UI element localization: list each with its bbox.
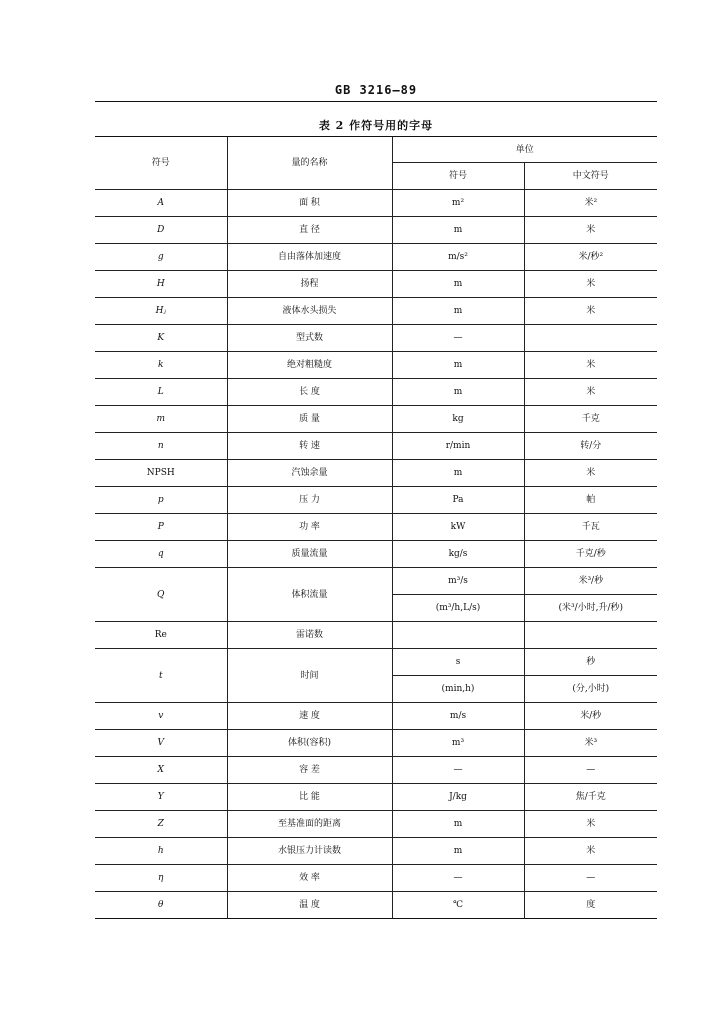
header-rule xyxy=(95,101,657,102)
cell-unit-symbol: — xyxy=(392,757,524,784)
table-row xyxy=(95,325,657,352)
cell-unit-symbol: r/min xyxy=(392,433,524,460)
cell-unit-symbol: m xyxy=(392,838,524,865)
table-row xyxy=(95,487,657,514)
cell-unit-chinese: 米² xyxy=(524,190,657,217)
cell-quantity-name: 压 力 xyxy=(227,487,392,514)
cell-symbol: X xyxy=(95,757,227,784)
cell-quantity-name: 面 积 xyxy=(227,190,392,217)
cell-quantity-name: 时间 xyxy=(227,649,392,703)
table-header-row xyxy=(95,137,657,163)
cell-unit-chinese: 转/分 xyxy=(524,433,657,460)
cell-unit-symbol: m² xyxy=(392,190,524,217)
table-row xyxy=(95,514,657,541)
cell-unit-chinese: 帕 xyxy=(524,487,657,514)
cell-unit-chinese: 米/秒² xyxy=(524,244,657,271)
cell-symbol: A xyxy=(95,190,227,217)
table-row xyxy=(95,649,657,676)
cell-unit-chinese: 米 xyxy=(524,811,657,838)
column-header-unit-chinese: 中文符号 xyxy=(524,163,657,190)
cell-unit-symbol: m xyxy=(392,352,524,379)
cell-unit-chinese: 焦/千克 xyxy=(524,784,657,811)
table-row xyxy=(95,568,657,595)
cell-unit-symbol: kW xyxy=(392,514,524,541)
table-row xyxy=(95,460,657,487)
cell-unit-symbol: kg xyxy=(392,406,524,433)
cell-symbol: P xyxy=(95,514,227,541)
cell-quantity-name: 体积(容积) xyxy=(227,730,392,757)
cell-quantity-name: 比 能 xyxy=(227,784,392,811)
column-header-symbol: 符号 xyxy=(95,137,227,190)
cell-unit-chinese xyxy=(524,622,657,649)
cell-quantity-name: 质量流量 xyxy=(227,541,392,568)
symbol-unit-table xyxy=(95,137,657,919)
cell-symbol: t xyxy=(95,649,227,703)
table-row xyxy=(95,892,657,919)
cell-symbol: L xyxy=(95,379,227,406)
cell-unit-symbol-alt: (min,h) xyxy=(392,676,524,703)
cell-quantity-name: 质 量 xyxy=(227,406,392,433)
table-row xyxy=(95,244,657,271)
cell-symbol: D xyxy=(95,217,227,244)
cell-quantity-name: 容 差 xyxy=(227,757,392,784)
cell-unit-symbol: m xyxy=(392,271,524,298)
table-row xyxy=(95,541,657,568)
cell-unit-chinese: — xyxy=(524,865,657,892)
cell-quantity-name: 长 度 xyxy=(227,379,392,406)
cell-unit-symbol-alt: (m³/h,L/s) xyxy=(392,595,524,622)
cell-unit-chinese: 米 xyxy=(524,217,657,244)
cell-quantity-name: 水银压力计读数 xyxy=(227,838,392,865)
cell-unit-chinese: 千瓦 xyxy=(524,514,657,541)
cell-symbol: k xyxy=(95,352,227,379)
cell-unit-symbol: Pa xyxy=(392,487,524,514)
cell-symbol: Y xyxy=(95,784,227,811)
cell-quantity-name: 自由落体加速度 xyxy=(227,244,392,271)
cell-unit-chinese: 米 xyxy=(524,298,657,325)
table-row xyxy=(95,784,657,811)
cell-unit-symbol: m/s² xyxy=(392,244,524,271)
cell-symbol: Z xyxy=(95,811,227,838)
cell-unit-chinese xyxy=(524,325,657,352)
cell-unit-symbol: m xyxy=(392,217,524,244)
cell-symbol: p xyxy=(95,487,227,514)
cell-unit-symbol: kg/s xyxy=(392,541,524,568)
cell-unit-symbol: s xyxy=(392,649,524,676)
cell-quantity-name: 转 速 xyxy=(227,433,392,460)
cell-quantity-name: 型式数 xyxy=(227,325,392,352)
cell-unit-chinese-alt: (米³/小时,升/秒) xyxy=(524,595,657,622)
cell-symbol: NPSH xyxy=(95,460,227,487)
cell-symbol: g xyxy=(95,244,227,271)
cell-unit-symbol: m xyxy=(392,298,524,325)
cell-symbol: n xyxy=(95,433,227,460)
table-row xyxy=(95,298,657,325)
cell-symbol: η xyxy=(95,865,227,892)
cell-unit-chinese-alt: (分,小时) xyxy=(524,676,657,703)
column-header-quantity-name: 量的名称 xyxy=(227,137,392,190)
cell-unit-chinese: 秒 xyxy=(524,649,657,676)
cell-unit-symbol: J/kg xyxy=(392,784,524,811)
cell-quantity-name: 功 率 xyxy=(227,514,392,541)
cell-unit-chinese: 米³ xyxy=(524,730,657,757)
cell-unit-symbol xyxy=(392,622,524,649)
table-row xyxy=(95,271,657,298)
cell-unit-symbol: m xyxy=(392,379,524,406)
table-row xyxy=(95,190,657,217)
table-row xyxy=(95,622,657,649)
cell-unit-chinese: 米/秒 xyxy=(524,703,657,730)
cell-quantity-name: 至基准面的距离 xyxy=(227,811,392,838)
table-row xyxy=(95,838,657,865)
cell-quantity-name: 绝对粗糙度 xyxy=(227,352,392,379)
cell-symbol: H xyxy=(95,271,227,298)
cell-symbol: Re xyxy=(95,622,227,649)
column-header-unit-symbol: 符号 xyxy=(392,163,524,190)
cell-quantity-name: 体积流量 xyxy=(227,568,392,622)
cell-unit-symbol: m/s xyxy=(392,703,524,730)
cell-unit-chinese: 度 xyxy=(524,892,657,919)
cell-unit-symbol: m³/s xyxy=(392,568,524,595)
cell-unit-chinese: 千克/秒 xyxy=(524,541,657,568)
cell-unit-symbol: m³ xyxy=(392,730,524,757)
cell-symbol: V xyxy=(95,730,227,757)
cell-unit-symbol: m xyxy=(392,460,524,487)
cell-symbol: h xyxy=(95,838,227,865)
table-row xyxy=(95,757,657,784)
cell-symbol: Q xyxy=(95,568,227,622)
table-row xyxy=(95,433,657,460)
table-caption: 表 2 作符号用的字母 xyxy=(318,119,434,132)
cell-unit-symbol: — xyxy=(392,865,524,892)
cell-symbol: m xyxy=(95,406,227,433)
cell-quantity-name: 效 率 xyxy=(227,865,392,892)
cell-symbol: v xyxy=(95,703,227,730)
cell-unit-chinese: 米 xyxy=(524,352,657,379)
table-row xyxy=(95,811,657,838)
table-row xyxy=(95,730,657,757)
table-body xyxy=(95,137,657,919)
cell-quantity-name: 雷诺数 xyxy=(227,622,392,649)
cell-unit-chinese: 千克 xyxy=(524,406,657,433)
table-row xyxy=(95,703,657,730)
cell-unit-symbol: ℃ xyxy=(392,892,524,919)
cell-quantity-name: 汽蚀余量 xyxy=(227,460,392,487)
cell-quantity-name: 速 度 xyxy=(227,703,392,730)
cell-unit-chinese: 米³/秒 xyxy=(524,568,657,595)
table-row xyxy=(95,379,657,406)
cell-symbol: Hⱼ xyxy=(95,298,227,325)
table-row xyxy=(95,352,657,379)
table-row xyxy=(95,865,657,892)
cell-unit-chinese: 米 xyxy=(524,460,657,487)
cell-unit-chinese: — xyxy=(524,757,657,784)
cell-quantity-name: 直 径 xyxy=(227,217,392,244)
column-header-unit-group: 单位 xyxy=(392,137,657,163)
cell-unit-symbol: m xyxy=(392,811,524,838)
standard-code: GB 3216—89 xyxy=(334,83,418,97)
table-row xyxy=(95,217,657,244)
cell-symbol: K xyxy=(95,325,227,352)
cell-unit-symbol: — xyxy=(392,325,524,352)
cell-symbol: q xyxy=(95,541,227,568)
cell-unit-chinese: 米 xyxy=(524,838,657,865)
cell-unit-chinese: 米 xyxy=(524,271,657,298)
cell-quantity-name: 扬程 xyxy=(227,271,392,298)
cell-quantity-name: 温 度 xyxy=(227,892,392,919)
cell-symbol: θ xyxy=(95,892,227,919)
table-row xyxy=(95,406,657,433)
cell-unit-chinese: 米 xyxy=(524,379,657,406)
cell-quantity-name: 液体水头损失 xyxy=(227,298,392,325)
